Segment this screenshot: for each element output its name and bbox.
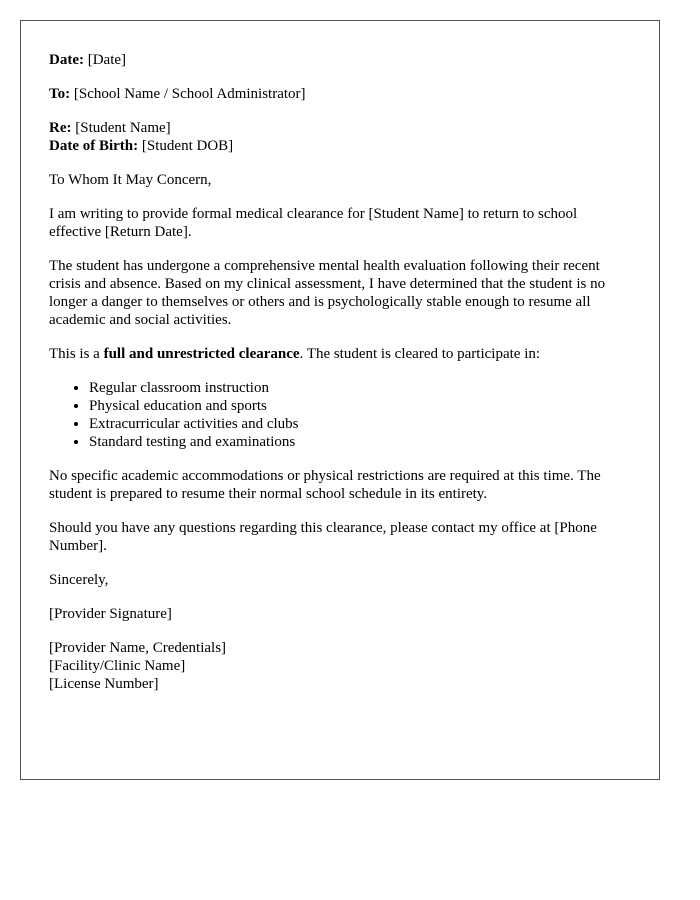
list-item: • Regular classroom instruction <box>89 379 631 397</box>
dob-line <box>49 137 631 155</box>
salutation: To Whom It May Concern, <box>49 172 212 188</box>
paragraph-clearance-intro: I am writing to provide formal medical clearance for [Student Name] to return to school effective [Return Date]. <box>49 206 578 240</box>
letter-page <box>20 20 660 780</box>
paragraph-clearance-scope <box>49 345 631 363</box>
date-line <box>49 51 631 69</box>
to-line <box>49 85 631 103</box>
paragraph-evaluation: The student has undergone a comprehensive mental health evaluation following their recent crisis and absence. Based on my clinical assessment, I have determined that the student is no longer a danger to themselves or others and is psychologically stable enough to resume all academic and social activities. <box>49 258 606 328</box>
dob-value: [Student DOB] <box>141 138 234 154</box>
paragraph-contact: Should you have any questions regarding this clearance, please contact my office at [Phone Number]. <box>49 520 597 554</box>
to-value: [School Name / School Administrator] <box>73 86 306 102</box>
list-item: • Physical education and sports <box>89 397 631 415</box>
re-label: Re: <box>49 120 72 136</box>
date-value: [Date] <box>87 52 127 68</box>
paragraph-accommodations: No specific academic accommodations or physical restrictions are required at this time. The student is prepared to resume their normal school schedule in its entirety. <box>49 468 601 502</box>
scope-text-end: . The student is cleared to participate in: <box>299 346 541 362</box>
facility-name: [Facility/Clinic Name] <box>49 658 186 674</box>
scope-text-bold: full and unrestricted clearance <box>103 346 300 362</box>
to-label: To: <box>49 86 71 102</box>
date-label: Date: <box>49 52 84 68</box>
dob-label: Date of Birth: <box>49 138 139 154</box>
closing: Sincerely, <box>49 572 109 588</box>
list-item: • Standard testing and examinations <box>89 433 631 451</box>
provider-name: [Provider Name, Credentials] <box>49 640 227 656</box>
re-line <box>49 119 631 137</box>
activities-list <box>49 379 631 451</box>
re-value: [Student Name] <box>75 120 171 136</box>
list-item: • Extracurricular activities and clubs <box>89 415 631 433</box>
signature: [Provider Signature] <box>49 606 172 622</box>
scope-text-start: This is a <box>49 346 104 362</box>
license-number: [License Number] <box>49 676 159 692</box>
